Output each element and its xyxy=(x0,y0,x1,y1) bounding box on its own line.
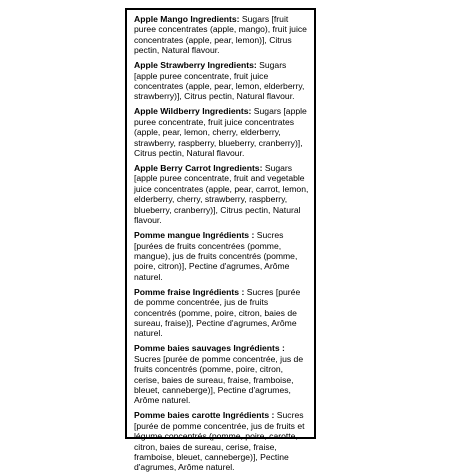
section-text: Sucres [purée de pomme concentrée, jus de fruits et légume concentrés (pomme, poire, carotte, citron, baies de sureau, cerise, fraise, framboise, bleuet, canneberge)], Pectine d'agrumes, Arôme naturel. xyxy=(134,410,305,473)
section-text: Sucres [purée de pomme concentrée, jus de fruits concentrés (pomme, poire, citron, cerise, baies de sureau, fraise, framboise, bleuet, canneberge)], Pectine d'agrumes, Arôme naturel. xyxy=(134,353,304,406)
ingredients-section-pomme-mangue xyxy=(134,230,310,282)
ingredients-section-apple-mango xyxy=(134,14,310,56)
section-heading: Apple Berry Carrot Ingredients: xyxy=(134,163,263,174)
section-heading: Apple Wildberry Ingredients: xyxy=(134,106,252,117)
section-text: Sucres [purées de fruits concentrées (pomme, mangue), jus de fruits concentrés (pomme, poire, citron)], Pectine d'agrumes, Arôme naturel. xyxy=(134,230,298,282)
section-heading: Apple Strawberry Ingredients: xyxy=(134,60,257,71)
section-text: Sugars [apple puree concentrate, fruit juice concentrates (apple, pear, lemon, elderberry, strawberry)], Citrus pectin, Natural flavour. xyxy=(134,60,305,102)
ingredients-section-apple-strawberry xyxy=(134,60,310,102)
ingredients-label-panel xyxy=(125,8,316,473)
ingredients-section-apple-wildberry xyxy=(134,106,310,158)
ingredients-section-pomme-fraise xyxy=(134,287,310,339)
ingredients-section-pomme-baies-sauvages xyxy=(134,343,310,405)
section-heading: Apple Mango Ingredients: xyxy=(134,14,240,24)
section-heading: Pomme baies carotte Ingrédients : xyxy=(134,410,275,421)
section-heading: Pomme baies sauvages Ingrédients : xyxy=(134,343,285,354)
section-text: Sugars [apple puree concentrate, fruit juice concentrates (apple, pear, lemon, cherry, elderberry, strawberry, raspberry, blueberry, cranberry)], Citrus pectin, Natural flavour. xyxy=(134,106,307,159)
section-text: Sugars [apple puree concentrate, fruit and vegetable juice concentrates (apple, pear, carrot, lemon, elderberry, cherry, strawberry, raspberry, blueberry, cranberry)], Citrus pectin, Natural flavour. xyxy=(134,163,309,226)
section-text: Sucres [purée de pomme concentrée, jus de fruits concentrés (pomme, poire, citron, baies de sureau, fraise)], Pectine d'agrumes, Arôme naturel. xyxy=(134,286,301,339)
section-text: Sugars [fruit puree concentrates (apple, mango), fruit juice concentrates (apple, pear, lemon)], Citrus pectin, Natural flavour. xyxy=(134,14,307,56)
ingredients-section-apple-berry-carrot xyxy=(134,163,310,225)
ingredients-section-pomme-baies-carotte xyxy=(134,410,310,472)
section-heading: Pomme fraise Ingrédients : xyxy=(134,286,245,297)
section-heading: Pomme mangue Ingrédients : xyxy=(134,230,255,241)
